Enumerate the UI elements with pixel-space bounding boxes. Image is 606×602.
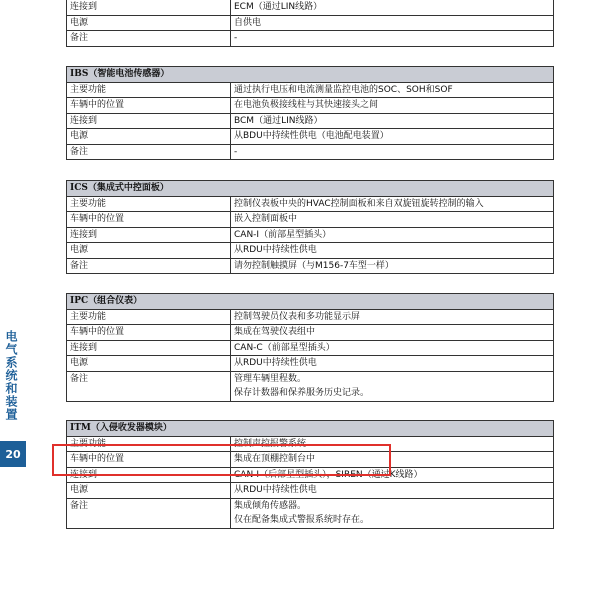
table-row <box>67 325 554 341</box>
row-label: 备注 <box>67 144 231 160</box>
row-label: 备注 <box>67 371 231 401</box>
row-value: 请勿控制触摸屏（与M156-7车型一样） <box>231 258 554 274</box>
row-value: 集成在驾驶仪表组中 <box>231 325 554 341</box>
row-label: 车辆中的位置 <box>67 98 231 114</box>
table-header: IBS（智能电池传感器） <box>67 67 554 83</box>
row-label: 备注 <box>67 31 231 47</box>
row-value: ECM（通过LIN线路） <box>231 0 554 15</box>
row-value: 从RDU中持续性供电 <box>231 483 554 499</box>
row-value: 控制仪表板中央的HVAC控制面板和来自双旋钮旋转控制的输入 <box>231 196 554 212</box>
row-value: CAN-I（前部星型插头） <box>231 227 554 243</box>
row-value: BCM（通过LIN线路） <box>231 113 554 129</box>
row-value: - <box>231 144 554 160</box>
highlight-box <box>52 444 391 476</box>
row-value: - <box>231 31 554 47</box>
table-row <box>67 498 554 528</box>
spec-table <box>66 180 554 274</box>
table-row <box>67 196 554 212</box>
table-row <box>67 212 554 228</box>
row-label: 电源 <box>67 356 231 372</box>
row-label: 备注 <box>67 258 231 274</box>
row-label: 车辆中的位置 <box>67 212 231 228</box>
row-value: 从RDU中持续性供电 <box>231 356 554 372</box>
table-row <box>67 129 554 145</box>
table-row <box>67 113 554 129</box>
table-row <box>67 309 554 325</box>
row-label: 主要功能 <box>67 82 231 98</box>
row-value: 管理车辆里程数。 保存计数器和保养服务历史记录。 <box>231 371 554 401</box>
row-value: 从BDU中持续性供电（电池配电装置） <box>231 129 554 145</box>
table-row <box>67 98 554 114</box>
row-label: 连接到 <box>67 340 231 356</box>
table-row <box>67 31 554 47</box>
spec-table <box>66 0 554 47</box>
table-header-row <box>67 294 554 310</box>
spec-table <box>66 293 554 402</box>
row-label: 电源 <box>67 483 231 499</box>
row-value: 控制驾驶员仪表和多功能显示屏 <box>231 309 554 325</box>
row-label: 车辆中的位置 <box>67 325 231 341</box>
table-header: ITM（入侵收发器模块） <box>67 421 554 437</box>
table-header: ICS（集成式中控面板） <box>67 181 554 197</box>
row-label: 主要功能 <box>67 196 231 212</box>
table-row <box>67 144 554 160</box>
row-value: 从RDU中持续性供电 <box>231 243 554 259</box>
chapter-title: 电气系统和装置 <box>4 330 18 421</box>
spec-table <box>66 66 554 160</box>
row-value: 嵌入控制面板中 <box>231 212 554 228</box>
row-value: 控制声控报警系统 <box>231 436 554 452</box>
row-label: 主要功能 <box>67 436 231 452</box>
table-row <box>67 15 554 31</box>
table-header-row <box>67 421 554 437</box>
table-row <box>67 243 554 259</box>
row-value: CAN-C（前部星型插头） <box>231 340 554 356</box>
table-row <box>67 258 554 274</box>
row-label: 车辆中的位置 <box>67 452 231 468</box>
table-row <box>67 0 554 15</box>
table-row <box>67 340 554 356</box>
table-row <box>67 82 554 98</box>
row-value: CAN-I（后部星型插头），SIREN（通过K线路） <box>231 467 554 483</box>
row-value: 集成倾角传感器。 仅在配备集成式警报系统时存在。 <box>231 498 554 528</box>
row-label: 电源 <box>67 129 231 145</box>
table-row <box>67 356 554 372</box>
row-label: 连接到 <box>67 227 231 243</box>
table-row <box>67 371 554 401</box>
page-number: 20 <box>0 441 26 467</box>
table-header-row <box>67 67 554 83</box>
row-label: 连接到 <box>67 467 231 483</box>
table-row <box>67 227 554 243</box>
row-value: 通过执行电压和电流测量监控电池的SOC、SOH和SOF <box>231 82 554 98</box>
table-row <box>67 483 554 499</box>
row-label: 连接到 <box>67 113 231 129</box>
row-value: 在电池负极接线柱与其快速接头之间 <box>231 98 554 114</box>
row-label: 主要功能 <box>67 309 231 325</box>
row-value: 自供电 <box>231 15 554 31</box>
row-value: 集成在顶棚控制台中 <box>231 452 554 468</box>
row-label: 电源 <box>67 15 231 31</box>
table-header-row <box>67 181 554 197</box>
row-label: 电源 <box>67 243 231 259</box>
table-header: IPC（组合仪表） <box>67 294 554 310</box>
row-label: 备注 <box>67 498 231 528</box>
row-label: 连接到 <box>67 0 231 15</box>
